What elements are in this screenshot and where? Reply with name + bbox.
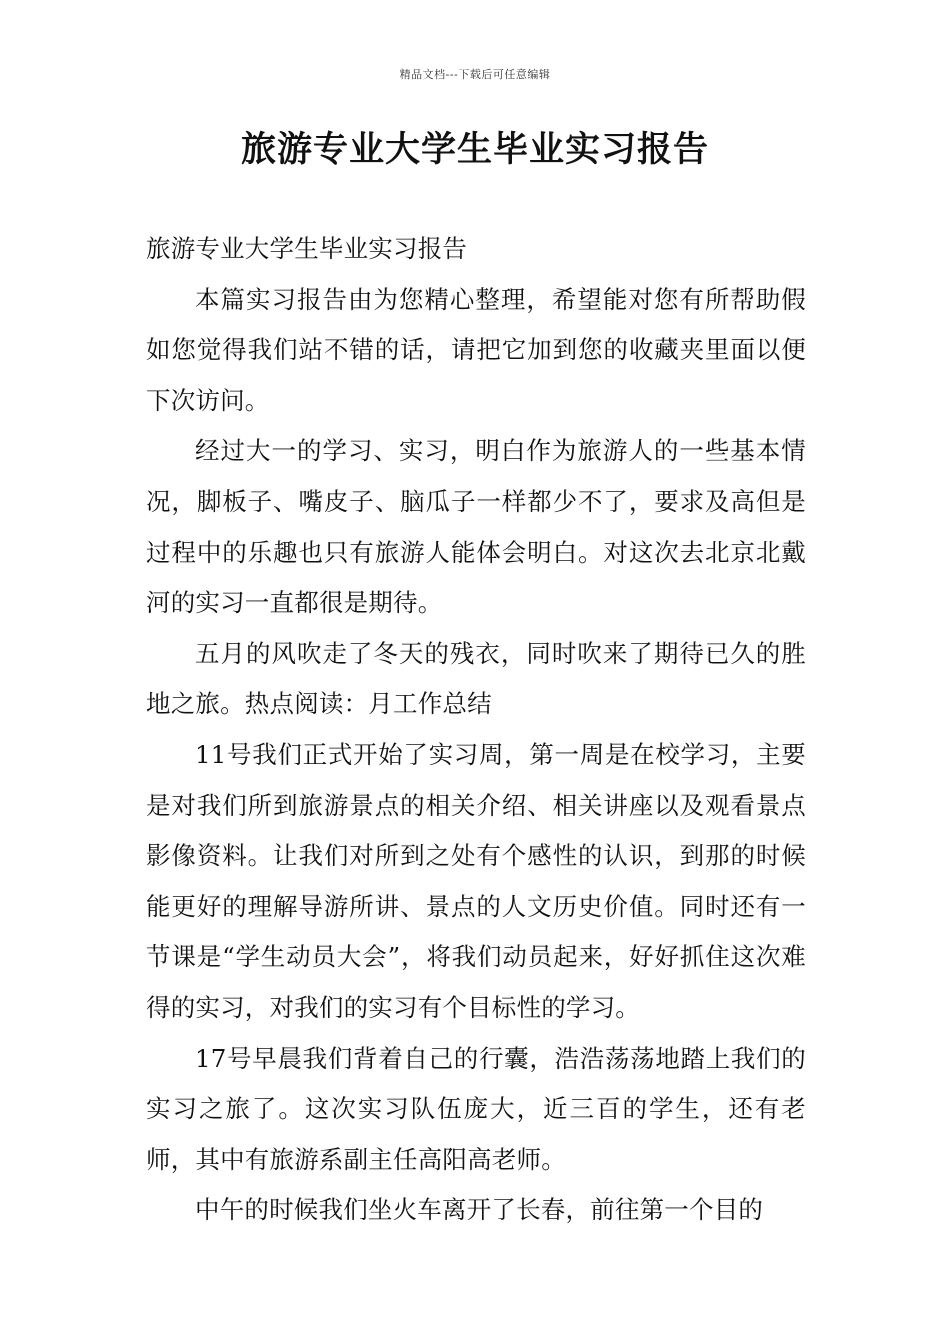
paragraph: 本篇实习报告由为您精心整理，希望能对您有所帮助假如您觉得我们站不错的话，请把它加到您的收藏夹里面以便下次访问。 bbox=[146, 284, 806, 415]
document-body bbox=[146, 224, 806, 1236]
paragraph: 中午的时候我们坐火车离开了长春，前往第一个目的 bbox=[195, 1195, 764, 1225]
paragraph: 11号我们正式开始了实习周，第一周是在校学习，主要是对我们所到旅游景点的相关介绍、相关讲座以及观看景点影像资料。让我们对所到之处有个感性的认识，到那的时候能更好的理解导游所讲、景点的人文历史价值。同时还有一节课是“学生动员大会”，将我们动员起来，好好抓住这次难得的实习，对我们的实习有个目标性的学习。 bbox=[146, 739, 806, 1022]
header-note: 精品文档---下载后可任意编辑 bbox=[399, 68, 551, 81]
paragraph: 17号早晨我们背着自己的行囊，浩浩荡荡地踏上我们的实习之旅了。这次实习队伍庞大，近三百的学生，还有老师，其中有旅游系副主任高阳高老师。 bbox=[146, 1043, 806, 1174]
document-title: 旅游专业大学生毕业实习报告 bbox=[240, 130, 709, 170]
paragraph: 经过大一的学习、实习，明白作为旅游人的一些基本情况，脚板子、嘴皮子、脑瓜子一样都少不了，要求及高但是过程中的乐趣也只有旅游人能体会明白。对这次去北京北戴河的实习一直都很是期待。 bbox=[146, 436, 806, 618]
paragraph-subtitle: 旅游专业大学生毕业实习报告 bbox=[146, 234, 468, 263]
paragraph: 五月的风吹走了冬天的残衣，同时吹来了期待已久的胜地之旅。热点阅读：月工作总结 bbox=[146, 638, 806, 719]
